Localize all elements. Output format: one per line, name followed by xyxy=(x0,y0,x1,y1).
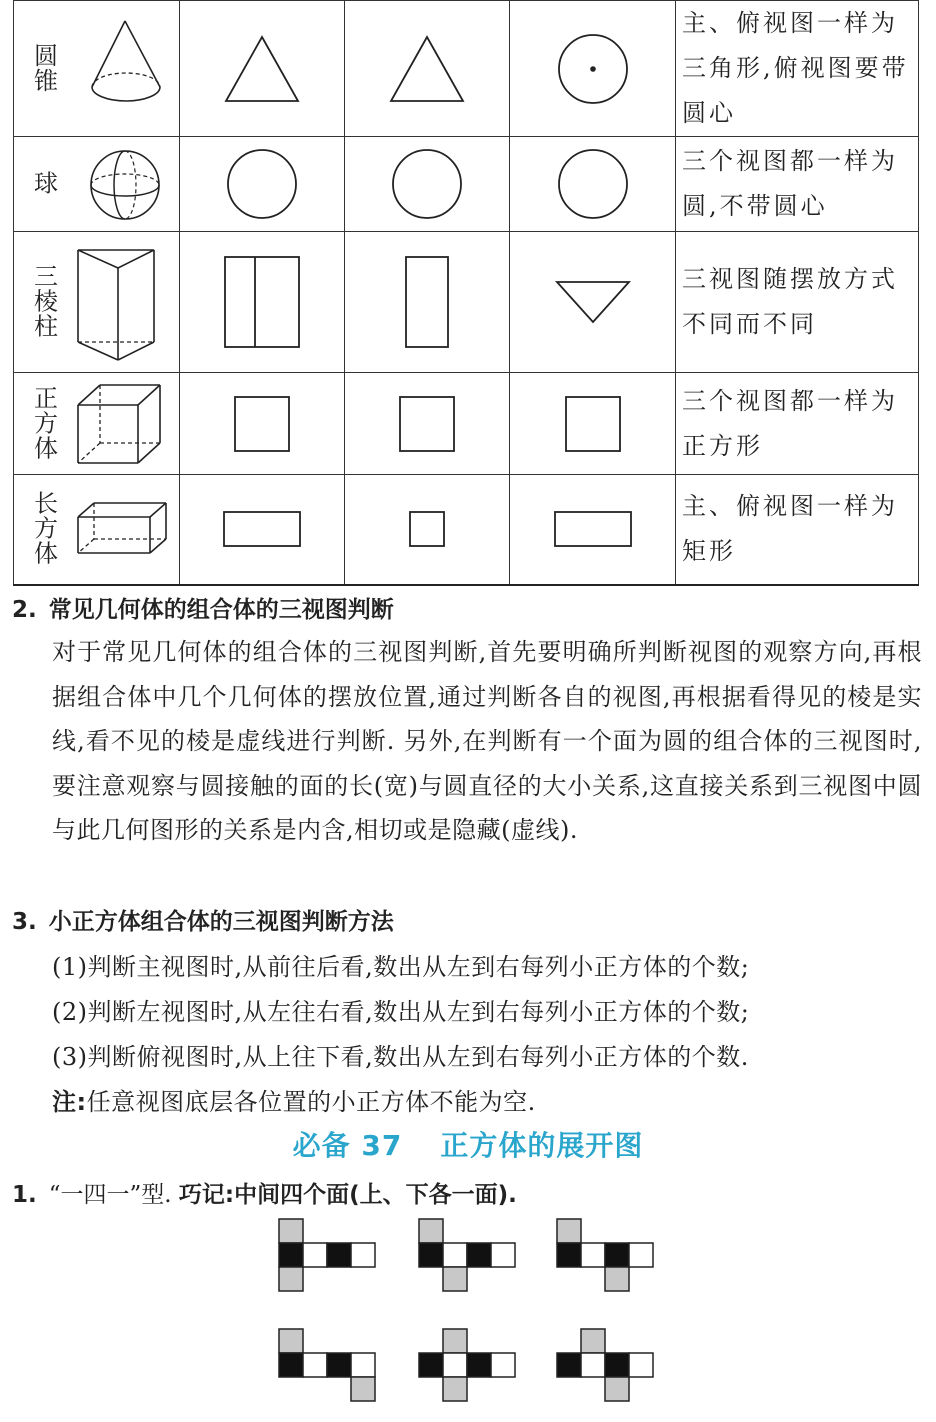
net-face-right xyxy=(581,1353,605,1377)
front-view-cuboid xyxy=(180,475,345,585)
cube-net-svg xyxy=(418,1328,516,1402)
section-number: 2. xyxy=(12,597,37,623)
description-cone: 主、俯视图一样为三角形,俯视图要带圆心 xyxy=(676,1,919,137)
net-face-bottom xyxy=(443,1267,467,1291)
cube-net-2 xyxy=(418,1218,516,1296)
side-view-sphere xyxy=(345,137,510,232)
side-view-cone xyxy=(345,1,510,137)
net-face-bottom xyxy=(443,1377,467,1401)
solid-name: 长 方 体 xyxy=(34,489,58,568)
net-face-right xyxy=(443,1353,467,1377)
section-2-paragraph: 对于常见几何体的组合体的三视图判断,首先要明确所判断视图的观察方向,再根据组合体中几个几何体的摆放位置,通过判断各自的视图,再根据看得见的棱是实线,看不见的棱是虚线进行判断. 另外,在判断有一个面为圆的组合体的三视图时,要注意观察与圆接触的面的长(宽)与圆直径的大小关系,这直接关系到三视图中圆与此几何图形的关系是内含,相切或是隐藏(虚线). xyxy=(52,638,922,844)
net-face-bottom xyxy=(279,1267,303,1291)
net-face-right xyxy=(303,1243,327,1267)
method-item-1: (1)判断主视图时,从前往后看,数出从左到右每列小正方体的个数; xyxy=(52,953,750,981)
net-face-front xyxy=(557,1243,581,1267)
front-view-sphere xyxy=(180,137,345,232)
net-face-right xyxy=(581,1243,605,1267)
net-face-bottom xyxy=(605,1267,629,1291)
net-face-front xyxy=(279,1243,303,1267)
solid-cell-triangular-prism xyxy=(14,232,180,373)
cube-net-svg xyxy=(418,1218,516,1292)
solid-cell-sphere xyxy=(14,137,180,232)
net-face-bottom xyxy=(605,1377,629,1401)
cube-net-svg xyxy=(278,1218,376,1292)
solid-name: 球 xyxy=(34,169,58,198)
net-face-right xyxy=(443,1243,467,1267)
cube-net-3 xyxy=(556,1218,654,1296)
net-face-top xyxy=(557,1219,581,1243)
net-face-left xyxy=(491,1243,515,1267)
net-face-top xyxy=(581,1329,605,1353)
net-type-name: “一四一”型. xyxy=(48,1182,179,1208)
net-face-left xyxy=(629,1243,653,1267)
side-view-prism xyxy=(345,232,510,373)
cube-net-5 xyxy=(418,1328,516,1406)
table-row xyxy=(14,1,919,137)
net-type-heading xyxy=(12,1176,517,1209)
net-face-left xyxy=(491,1353,515,1377)
net-face-top xyxy=(279,1219,303,1243)
note-text: 任意视图底层各位置的小正方体不能为空. xyxy=(86,1088,536,1116)
sphere-figure xyxy=(14,137,180,232)
description-cube: 三个视图都一样为正方形 xyxy=(676,373,919,475)
three-views-table xyxy=(13,0,919,586)
solid-cell-cube xyxy=(14,373,180,475)
note xyxy=(52,1082,536,1117)
section-2-heading xyxy=(12,591,394,624)
net-face-back xyxy=(605,1353,629,1377)
net-face-left xyxy=(351,1243,375,1267)
section-title: 小正方体组合体的三视图判断方法 xyxy=(48,909,394,935)
net-type-mnemonic: 巧记:中间四个面(上、下各一面). xyxy=(178,1182,517,1208)
net-face-front xyxy=(419,1353,443,1377)
solid-name: 圆 锥 xyxy=(34,41,58,95)
solid-cell-cone xyxy=(14,1,180,137)
cube-figure xyxy=(14,373,180,475)
section-number: 1. xyxy=(12,1182,37,1208)
side-view-cuboid xyxy=(345,475,510,585)
cube-net-svg xyxy=(556,1328,654,1402)
description-sphere: 三个视图都一样为圆,不带圆心 xyxy=(676,137,919,232)
side-view-cube xyxy=(345,373,510,475)
net-face-front xyxy=(557,1353,581,1377)
net-face-bottom xyxy=(351,1377,375,1401)
description-prism: 三视图随摆放方式不同而不同 xyxy=(676,232,919,373)
top-view-cuboid xyxy=(510,475,676,585)
must-have-topic: 正方体的展开图 xyxy=(440,1129,644,1162)
front-view-cone xyxy=(180,1,345,137)
description-cuboid: 主、俯视图一样为矩形 xyxy=(676,475,919,585)
net-face-back xyxy=(467,1243,491,1267)
top-view-prism xyxy=(510,232,676,373)
net-face-top xyxy=(443,1329,467,1353)
net-face-front xyxy=(419,1243,443,1267)
table-row xyxy=(14,137,919,232)
front-view-cube xyxy=(180,373,345,475)
net-face-top xyxy=(419,1219,443,1243)
net-face-back xyxy=(605,1243,629,1267)
top-view-cube xyxy=(510,373,676,475)
net-face-left xyxy=(629,1353,653,1377)
triangular-prism-figure xyxy=(14,232,180,373)
net-face-left xyxy=(351,1353,375,1377)
cone-figure xyxy=(14,1,180,127)
cube-net-svg xyxy=(556,1218,654,1292)
net-face-front xyxy=(279,1353,303,1377)
front-view-prism xyxy=(180,232,345,373)
solid-cell-cuboid xyxy=(14,475,180,585)
note-label: 注: xyxy=(52,1088,87,1116)
top-view-cone xyxy=(510,1,676,137)
net-face-back xyxy=(467,1353,491,1377)
table-row xyxy=(14,232,919,373)
net-face-top xyxy=(279,1329,303,1353)
solid-name: 三 棱 柱 xyxy=(34,262,58,341)
cuboid-figure xyxy=(14,475,180,585)
net-face-right xyxy=(303,1353,327,1377)
cube-net-4 xyxy=(278,1328,376,1406)
net-face-back xyxy=(327,1243,351,1267)
section-number: 3. xyxy=(12,909,37,935)
cube-net-6 xyxy=(556,1328,654,1406)
cube-net-svg xyxy=(278,1328,376,1402)
net-face-back xyxy=(327,1353,351,1377)
top-view-sphere xyxy=(510,137,676,232)
method-item-3: (3)判断俯视图时,从上往下看,数出从左到右每列小正方体的个数. xyxy=(52,1043,749,1071)
section-3-heading xyxy=(12,903,394,936)
must-have-label: 必备 37 xyxy=(292,1129,403,1162)
table-row xyxy=(14,475,919,585)
method-item-2: (2)判断左视图时,从左往右看,数出从左到右每列小正方体的个数; xyxy=(52,998,750,1026)
table-row xyxy=(14,373,919,475)
solid-name: 正 方 体 xyxy=(34,384,58,462)
must-have-37-title xyxy=(0,1124,936,1164)
cube-net-1 xyxy=(278,1218,376,1296)
section-title: 常见几何体的组合体的三视图判断 xyxy=(48,597,394,623)
